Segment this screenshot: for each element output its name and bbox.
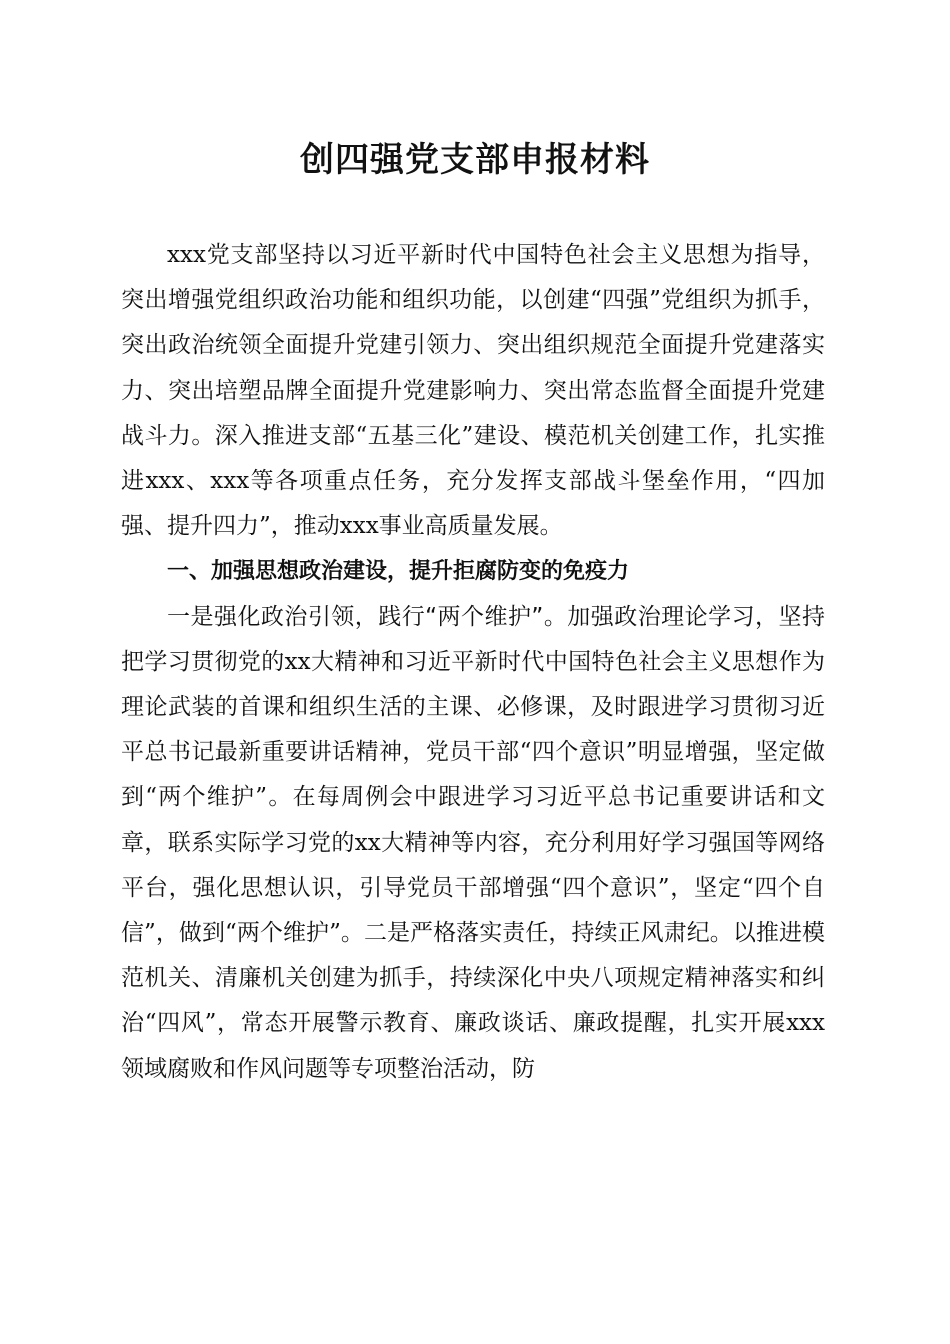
document-body xyxy=(121,233,825,1092)
section-paragraph-text: 加强政治理论学习，坚持把学习贯彻党的xx大精神和习近平新时代中国特色社会主义思想作为理论武装的首课和组织生活的主课、必修课，及时跟进学习贯彻习近平总书记最新重要讲话精神，党员干部“四个意识”明显增强，坚定做到“两个维护”。在每周例会中跟进学习习近平总书记重要讲话和文章，联系实际学习党的xx大精神等内容，充分利用好学习强国等网络平台，强化思想认识，引导党员干部增强“四个意识”，坚定“四个自信”，做到“两个维护”。二是严格落实责任，持续正风肃纪。以推进模范机关、清廉机关创建为抓手，持续深化中央八项规定精神落实和纠治“四风”，常态开展警示教育、廉政谈话、廉政提醒，扎实开展xxx领域腐败和作风问题等专项整治活动，防 xyxy=(121,603,825,1082)
document-title: 创四强党支部申报材料 xyxy=(300,140,650,180)
section-paragraph xyxy=(121,595,825,1092)
section-heading: 一、加强思想政治建设，提升拒腐防变的免疫力 xyxy=(167,559,630,585)
intro-paragraph: xxx党支部坚持以习近平新时代中国特色社会主义思想为指导，突出增强党组织政治功能和组织功能，以创建“四强”党组织为抓手，突出政治统领全面提升党建引领力、突出组织规范全面提升党建落实力、突出培塑品牌全面提升党建影响力、突出常态监督全面提升党建战斗力。深入推进支部“五基三化”建设、模范机关创建工作，扎实推进xxx、xxx等各项重点任务，充分发挥支部战斗堡垒作用，“四加强、提升四力”，推动xxx事业高质量发展。 xyxy=(121,242,825,540)
section-lead-sentence: 一是强化政治引领，践行“两个维护”。 xyxy=(167,603,568,630)
